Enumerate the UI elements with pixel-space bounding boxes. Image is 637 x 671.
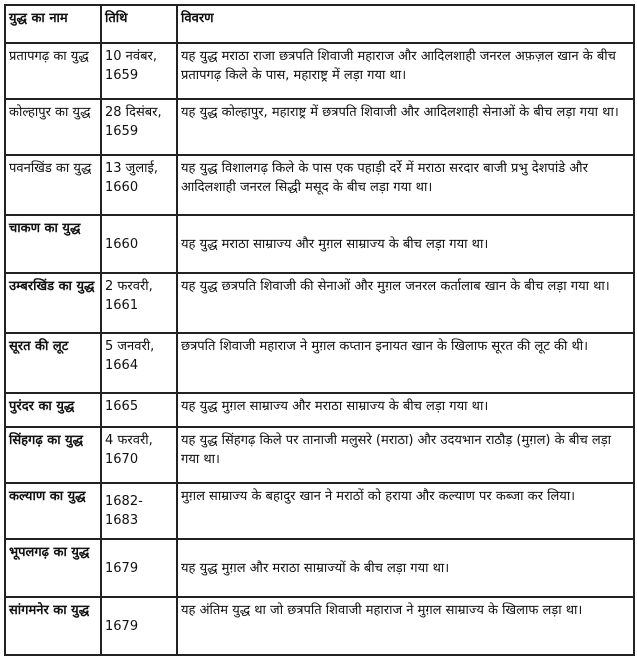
battle-date-cell: 13 जुलाई, 1660 [101, 155, 177, 215]
battles-table [4, 4, 635, 656]
battle-name-cell: भूपलगढ़ का युद्ध [5, 539, 101, 597]
battle-name-cell: प्रतापगढ़ का युद्ध [5, 43, 101, 99]
battle-desc-cell: यह युद्ध मुग़ल और मराठा साम्राज्यों के बीच लड़ा गया था। [177, 539, 634, 597]
battle-name-cell: सांगमनेर का युद्ध [5, 597, 101, 655]
battle-name-cell: उम्बरखिंड का युद्ध [5, 273, 101, 333]
battle-date-cell: 1660 [101, 215, 177, 273]
battle-desc-cell: यह युद्ध मुग़ल साम्राज्य और मराठा साम्राज्य के बीच लड़ा गया था। [177, 393, 634, 427]
battle-date-cell: 1679 [101, 539, 177, 597]
battle-name-cell: कल्याण का युद्ध [5, 483, 101, 539]
battle-name-cell: चाकण का युद्ध [5, 215, 101, 273]
table-row [5, 215, 634, 273]
battle-date-cell: 4 फरवरी, 1670 [101, 427, 177, 483]
battle-desc-cell: यह युद्ध मराठा राजा छत्रपति शिवाजी महाराज और आदिलशाही जनरल अफ़ज़ल खान के बीच प्रतापगढ़ किले के पास, महाराष्ट्र में लड़ा गया था। [177, 43, 634, 99]
table-row [5, 539, 634, 597]
battle-desc-cell: यह युद्ध सिंहगढ़ किले पर तानाजी मलुसरे (मराठा) और उदयभान राठौड़ (मुग़ल) के बीच लड़ा गया था। [177, 427, 634, 483]
battle-date-cell: 2 फरवरी, 1661 [101, 273, 177, 333]
battle-desc-cell: यह अंतिम युद्ध था जो छत्रपति शिवाजी महाराज ने मुग़ल साम्राज्य के खिलाफ लड़ा था। [177, 597, 634, 655]
battle-date-cell: 5 जनवरी, 1664 [101, 333, 177, 393]
table-row [5, 427, 634, 483]
battle-desc-cell: मुग़ल साम्राज्य के बहादुर खान ने मराठों को हराया और कल्याण पर कब्जा कर लिया। [177, 483, 634, 539]
table-row [5, 483, 634, 539]
battle-desc-cell: यह युद्ध छत्रपति शिवाजी की सेनाओं और मुग़ल जनरल कर्तालाब खान के बीच लड़ा गया था। [177, 273, 634, 333]
battle-desc-cell: छत्रपति शिवाजी महाराज ने मुग़ल कप्तान इनायत खान के खिलाफ सूरत की लूट की थी। [177, 333, 634, 393]
header-description: विवरण [177, 5, 634, 43]
battle-date-cell: 1679 [101, 597, 177, 655]
battle-name-cell: सिंहगढ़ का युद्ध [5, 427, 101, 483]
battle-desc-cell: यह युद्ध विशालगढ़ किले के पास एक पहाड़ी दर्रे में मराठा सरदार बाजी प्रभु देशपांडे और आदिलशाही जनरल सिद्धी मसूद के बीच लड़ा गया था। [177, 155, 634, 215]
battle-date-cell: 10 नवंबर, 1659 [101, 43, 177, 99]
battle-desc-cell: यह युद्ध मराठा साम्राज्य और मुग़ल साम्राज्य के बीच लड़ा गया था। [177, 215, 634, 273]
battle-name-cell: कोल्हापुर का युद्ध [5, 99, 101, 155]
header-date: तिथि [101, 5, 177, 43]
table-row [5, 393, 634, 427]
battle-name-cell: पवनखिंड का युद्ध [5, 155, 101, 215]
battle-name-cell: सूरत की लूट [5, 333, 101, 393]
table-row [5, 597, 634, 655]
table-row [5, 273, 634, 333]
table-header-row [5, 5, 634, 43]
table-row [5, 155, 634, 215]
battle-desc-cell: यह युद्ध कोल्हापुर, महाराष्ट्र में छत्रपति शिवाजी और आदिलशाही सेनाओं के बीच लड़ा गया था। [177, 99, 634, 155]
battle-date-cell: 1665 [101, 393, 177, 427]
table-row [5, 99, 634, 155]
battle-date-cell: 28 दिसंबर, 1659 [101, 99, 177, 155]
table-row [5, 333, 634, 393]
battle-name-cell: पुरंदर का युद्ध [5, 393, 101, 427]
table-row [5, 43, 634, 99]
header-battle-name: युद्ध का नाम [5, 5, 101, 43]
battle-date-cell: 1682-1683 [101, 483, 177, 539]
